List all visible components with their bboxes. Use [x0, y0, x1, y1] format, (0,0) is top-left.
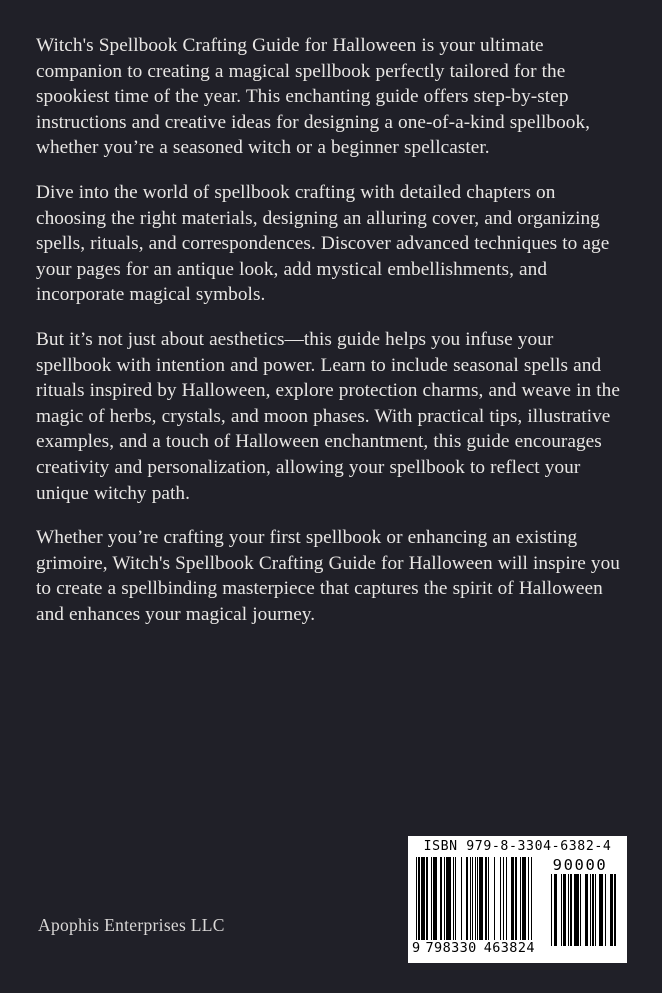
isbn-number-label: ISBN 979-8-3304-6382-4: [423, 839, 612, 854]
isbn-barcode: [408, 836, 627, 963]
ean-right-group: 463824: [483, 940, 535, 956]
blurb-text-block: [36, 33, 628, 627]
blurb-paragraph-4: Whether you’re crafting your first spellbook or enhancing an existing grimoire, Witch's Spellbook Crafting Guide for Halloween will inspire you to create a spellbinding masterpiece that captures the spirit of Halloween and enhances your magical journey.: [36, 527, 620, 625]
barcode-price-addon-label: 90000: [552, 856, 608, 874]
blurb-paragraph-2: Dive into the world of spellbook crafting with detailed chapters on choosing the right materials, designing an alluring cover, and organizing spells, rituals, and correspondences. Discover advanced techniques to age your pages for an antique look, add mystical embellishments, and incorporate magical symbols.: [36, 181, 610, 306]
publisher-name: Apophis Enterprises LLC: [38, 915, 225, 935]
blurb-paragraph-1: Witch's Spellbook Crafting Guide for Halloween is your ultimate companion to creating a magical spellbook perfectly tailored for the spookiest time of the year. This enchanting guide offers step-by-step instructions and creative ideas for designing a one-of-a-kind spellbook, whether you’re a seasoned witch or a beginner spellcaster.: [36, 35, 591, 159]
ean-lead-digit: 9: [412, 940, 421, 956]
ean-left-group: 798330: [425, 940, 477, 956]
blurb-paragraph-3: But it’s not just about aesthetics—this guide helps you infuse your spellbook with intention and power. Learn to include seasonal spells and rituals inspired by Halloween, explore protection charms, and weave in the magic of herbs, crystals, and moon phases. With practical tips, illustrative examples, and a touch of Halloween enchantment, this guide encourages creativity and personalization, allowing your spellbook to reflect your unique witchy path.: [36, 328, 620, 504]
barcode-ean-digits: [408, 940, 538, 956]
barcode-bars-addon: [551, 874, 616, 946]
barcode-bars-main: [416, 857, 533, 940]
